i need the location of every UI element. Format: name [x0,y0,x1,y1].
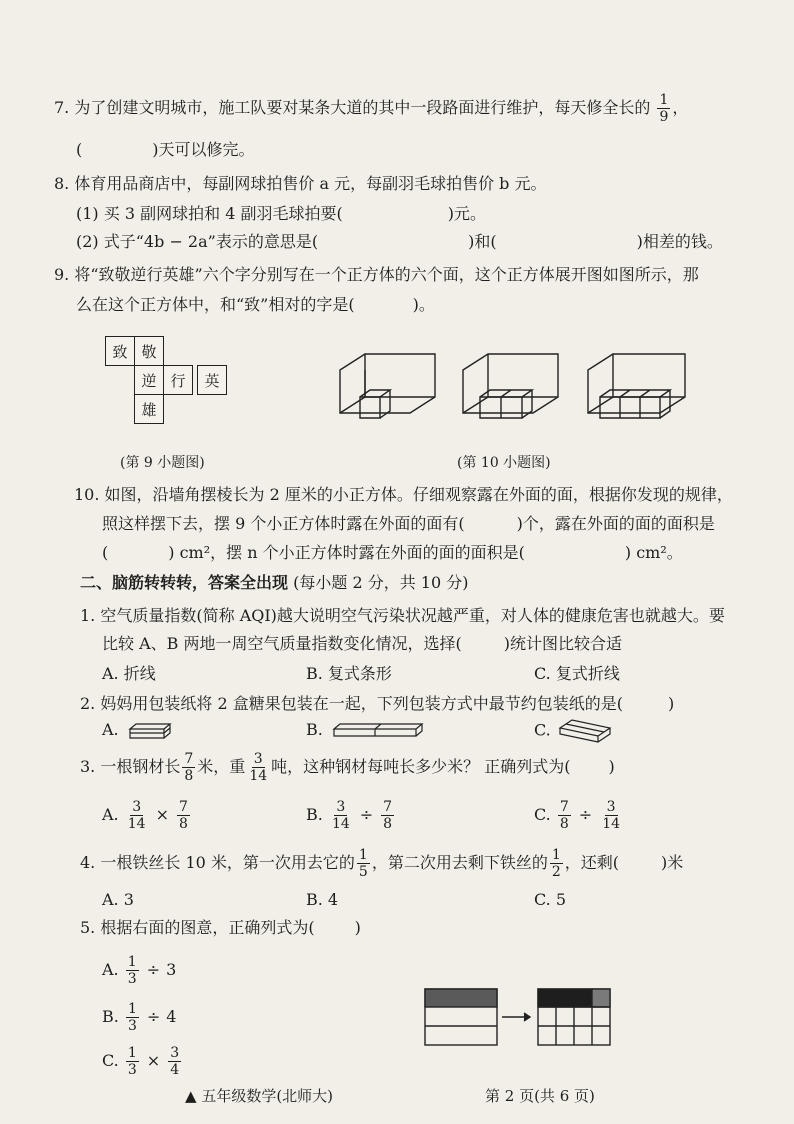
s2q1-option-c[interactable]: C. 复式折线 [534,664,620,683]
s2q3-option-c[interactable]: C. $\frac{7}{8}$ ÷ $\frac{3}{14}$ [534,799,621,832]
s2q2-line1: 2. 妈妈用包装纸将 2 盒糖果包装在一起，下列包装方式中最节约包装纸的是( ) [80,694,675,713]
stacked-boxes-icon [128,721,172,741]
page-number: 第 2 页(共 6 页) [485,1087,595,1105]
s2q4-option-c[interactable]: C. 5 [534,890,567,909]
s2q5-option-b[interactable]: B. $\frac{1}{3}$ ÷ 4 [102,1001,177,1034]
s2q2-option-a[interactable]: A. [102,720,172,741]
s2q2-option-c[interactable]: C. [534,718,612,744]
s2q3-option-a[interactable]: A. $\frac{3}{14}$ × $\frac{7}{8}$ [102,799,188,832]
s2q1-option-b[interactable]: B. 复式条形 [306,664,392,683]
s2q1-line2: 比较 A、B 两地一周空气质量指数变化情况，选择( )统计图比较合适 [102,634,622,653]
figure-caption-9: (第 9 小题图) [120,455,205,471]
q8-sub1: (1) 买 3 副网球拍和 4 副羽毛球拍要( )元。 [76,204,486,223]
net-cell-2: 敬 [134,336,164,366]
s2q4-option-b[interactable]: B. 4 [306,890,339,909]
q8-sub2: (2) 式子“4b − 2a”表示的意思是( )和( )相差的钱。 [76,232,723,251]
fraction-model-figure [420,985,615,1053]
logo-icon: ▲ [185,1087,197,1105]
s2q5-line1: 5. 根据右面的图意，正确列式为( ) [80,918,361,937]
q10-line2: 照这样摆下去，摆 9 个小正方体时露在外面的面有( )个，露在外面的面的面积是 [102,514,715,533]
q7-line1: 7. 为了创建文明城市，施工队要对某条大道的其中一段路面进行维护，每天修全长的 $\frac{1}{9}$ ， [54,92,689,125]
section-2-header [80,570,468,593]
s2q2-option-b[interactable]: B. [306,720,424,741]
s2q3-option-b[interactable]: B. $\frac{3}{14}$ ÷ $\frac{7}{8}$ [306,799,393,832]
net-cell-3: 逆 [134,365,164,395]
section-title: 二、脑筋转转转，答案全出现 [80,573,289,592]
q10-line1: 10. 如图，沿墙角摆棱长为 2 厘米的小正方体。仔细观察露在外面的面，根据你发现的规律， [74,485,733,504]
figure-caption-10: (第 10 小题图) [457,455,551,471]
fraction-one-ninth: $\frac{1}{9}$ [659,92,669,125]
net-cell-1: 致 [105,336,135,366]
q9-line1: 9. 将“致敬逆行英雄”六个字分别写在一个正方体的六个面，这个正方体展开图如图所示，那 [54,265,699,284]
q7-line2: ( )天可以修完。 [76,140,255,159]
q8-line1: 8. 体育用品商店中，每副网球拍售价 a 元，每副羽毛球拍售价 b 元。 [54,174,547,193]
net-cell-4: 行 [163,365,193,395]
side-by-side-boxes-icon [332,721,424,741]
q10-line3: ( ) cm²，摆 n 个小正方体时露在外面的面的面积是( ) cm²。 [102,543,683,562]
net-cell-5: 英 [197,365,227,395]
s2q4-option-a[interactable]: A. 3 [102,890,134,909]
net-cell-6: 雄 [134,394,164,424]
s2q1-line1: 1. 空气质量指数(简称 AQI)越大说明空气污染状况越严重，对人体的健康危害也就越大。要 [80,606,725,625]
s2q4-line1: 4. 一根铁丝长 10 米，第一次用去它的 $\frac{1}{5}$ ，第二次用去剩下铁丝的 $\frac{1}{2}$ ，还剩( )米 [80,847,684,880]
section-note: (每小题 2 分，共 10 分) [293,573,469,592]
s2q1-option-a[interactable]: A. 折线 [102,664,156,683]
flat-stacked-boxes-icon [558,718,612,744]
footer-left: ▲ 五年级数学(北师大) [185,1087,334,1105]
s2q3-line1: 3. 一根钢材长 $\frac{7}{8}$ 米，重 $\frac{3}{14}$ 吨，这种钢材每吨长多少米？ 正确列式为( ) [80,751,615,784]
s2q5-option-c[interactable]: C. $\frac{1}{3}$ × $\frac{3}{4}$ [102,1045,180,1078]
s2q5-option-a[interactable]: A. $\frac{1}{3}$ ÷ 3 [102,954,177,987]
corner-cubes-figure [330,342,700,432]
q9-line2: 么在这个正方体中，和“致”相对的字是( )。 [76,295,435,314]
